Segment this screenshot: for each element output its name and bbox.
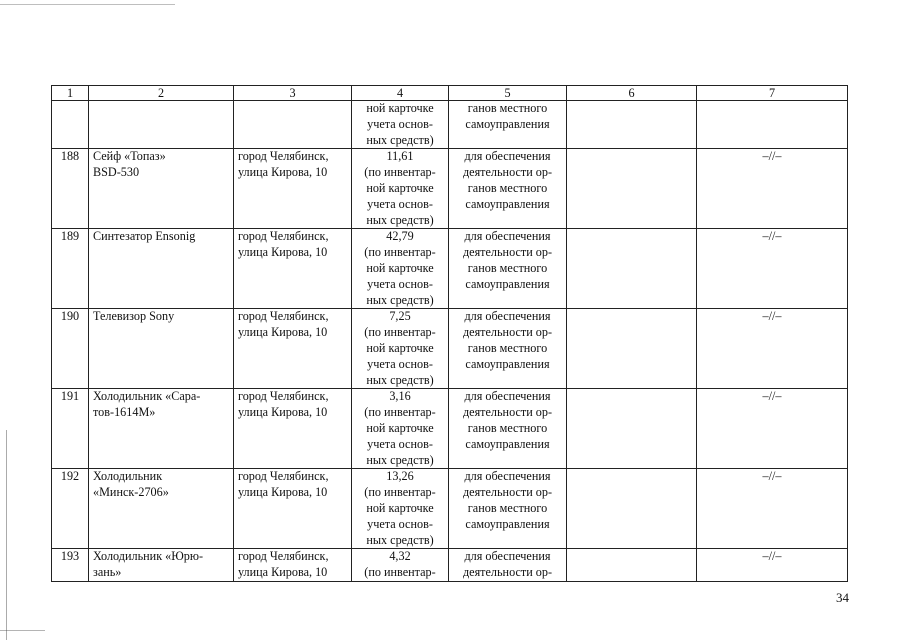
purpose-line: для обеспечения: [464, 469, 551, 484]
item-name-line: Холодильник «Юрю-: [93, 549, 204, 564]
value-line: учета основ-: [367, 436, 433, 451]
row-number: 188: [52, 149, 89, 229]
value-line: ных средств): [366, 532, 434, 547]
purpose-line: для обеспечения: [464, 549, 551, 564]
column-number-header: 3: [234, 86, 352, 101]
continued-cell: [697, 101, 848, 149]
address-line: улица Кирова, 10: [238, 325, 328, 340]
item-name-line: зань»: [93, 565, 122, 580]
column-number-header: 6: [567, 86, 697, 101]
value-line: ной карточке: [366, 260, 434, 275]
scan-artifact-bottom: [0, 630, 45, 631]
item-value: [352, 389, 449, 469]
column-number-header: 4: [352, 86, 449, 101]
ditto-mark: –//–: [697, 149, 848, 229]
item-name: [89, 229, 234, 309]
item-address: [234, 149, 352, 229]
item-address: [234, 389, 352, 469]
value-line: ной карточке: [366, 340, 434, 355]
value-line: 11,61: [386, 149, 414, 164]
row-number: 193: [52, 549, 89, 582]
item-name-line: Сейф «Топаз»: [93, 149, 166, 164]
value-line: (по инвентар-: [364, 565, 436, 580]
page-number: 34: [836, 590, 849, 605]
item-purpose: [449, 469, 567, 549]
value-line: ной карточке: [366, 500, 434, 515]
value-line: 4,32: [389, 549, 411, 564]
value-line: учета основ-: [367, 356, 433, 371]
purpose-line: самоуправления: [465, 196, 550, 211]
value-line: учета основ-: [367, 276, 433, 291]
continued-purpose-cell: [449, 101, 567, 149]
address-line: город Челябинск,: [238, 389, 329, 404]
item-name: [89, 149, 234, 229]
address-line: город Челябинск,: [238, 149, 329, 164]
row-number: 191: [52, 389, 89, 469]
value-line: ной карточке: [366, 180, 434, 195]
item-name: [89, 389, 234, 469]
purpose-line: самоуправления: [465, 356, 550, 371]
purpose-line: ганов местного: [467, 260, 548, 275]
ditto-mark: –//–: [697, 549, 848, 582]
item-value: [352, 149, 449, 229]
value-line: 42,79: [386, 229, 414, 244]
purpose-line: ганов местного: [467, 340, 548, 355]
item-name: [89, 549, 234, 582]
purpose-line: ганов местного: [467, 101, 548, 115]
value-line: учета основ-: [367, 196, 433, 211]
value-line: (по инвентар-: [364, 165, 436, 180]
purpose-line: деятельности ор-: [462, 245, 553, 260]
column-number-header: 1: [52, 86, 89, 101]
purpose-line: для обеспечения: [464, 389, 551, 404]
table-row: [52, 469, 848, 549]
address-line: улица Кирова, 10: [238, 165, 328, 180]
item-name-line: Холодильник «Сара-: [93, 389, 201, 404]
item-value: [352, 309, 449, 389]
item-purpose: [449, 229, 567, 309]
table-row: [52, 549, 848, 582]
table-row: [52, 149, 848, 229]
column-number-header: 2: [89, 86, 234, 101]
address-line: улица Кирова, 10: [238, 405, 328, 420]
purpose-line: ганов местного: [467, 420, 548, 435]
table-row: [52, 309, 848, 389]
column-number-header: 5: [449, 86, 567, 101]
item-value: [352, 229, 449, 309]
address-line: улица Кирова, 10: [238, 485, 328, 500]
continued-cell: [234, 101, 352, 149]
column-number-header: 7: [697, 86, 848, 101]
value-line: 3,16: [389, 389, 411, 404]
value-line: ной карточке: [366, 101, 434, 115]
item-name-line: Телевизор Sony: [93, 309, 175, 324]
value-line: (по инвентар-: [364, 485, 436, 500]
purpose-line: деятельности ор-: [462, 565, 553, 580]
table-header-row: [52, 86, 848, 101]
value-line: (по инвентар-: [364, 245, 436, 260]
address-line: город Челябинск,: [238, 469, 329, 484]
value-line: 13,26: [386, 469, 414, 484]
table-row: [52, 229, 848, 309]
purpose-line: самоуправления: [465, 516, 550, 531]
continued-cell: [52, 101, 89, 149]
continued-cell: [567, 101, 697, 149]
item-name-line: тов-1614М»: [93, 405, 156, 420]
purpose-line: самоуправления: [465, 116, 550, 131]
purpose-line: для обеспечения: [464, 309, 551, 324]
row-number: 192: [52, 469, 89, 549]
value-line: ных средств): [366, 132, 434, 147]
purpose-line: деятельности ор-: [462, 405, 553, 420]
row-number: 189: [52, 229, 89, 309]
scan-artifact-top: [0, 4, 175, 5]
value-line: (по инвентар-: [364, 405, 436, 420]
value-line: ных средств): [366, 372, 434, 387]
item-value: [352, 549, 449, 582]
purpose-line: деятельности ор-: [462, 325, 553, 340]
item-address: [234, 549, 352, 582]
value-line: ной карточке: [366, 420, 434, 435]
continuation-row: [52, 101, 848, 149]
purpose-line: ганов местного: [467, 180, 548, 195]
item-purpose: [449, 149, 567, 229]
item-address: [234, 469, 352, 549]
address-line: город Челябинск,: [238, 549, 329, 564]
item-address: [234, 309, 352, 389]
continued-value-cell: [352, 101, 449, 149]
empty-cell: [567, 389, 697, 469]
purpose-line: ганов местного: [467, 500, 548, 515]
address-line: город Челябинск,: [238, 229, 329, 244]
purpose-line: деятельности ор-: [462, 485, 553, 500]
empty-cell: [567, 149, 697, 229]
empty-cell: [567, 469, 697, 549]
item-address: [234, 229, 352, 309]
ditto-mark: –//–: [697, 309, 848, 389]
value-line: (по инвентар-: [364, 325, 436, 340]
purpose-line: для обеспечения: [464, 229, 551, 244]
item-name: [89, 309, 234, 389]
value-line: учета основ-: [367, 516, 433, 531]
empty-cell: [567, 309, 697, 389]
value-line: ных средств): [366, 452, 434, 467]
item-purpose: [449, 309, 567, 389]
item-name-line: «Минск-2706»: [93, 485, 169, 500]
item-purpose: [449, 389, 567, 469]
ditto-mark: –//–: [697, 469, 848, 549]
address-line: улица Кирова, 10: [238, 565, 328, 580]
property-inventory-table: [51, 85, 848, 582]
address-line: улица Кирова, 10: [238, 245, 328, 260]
item-name-line: Холодильник: [93, 469, 163, 484]
purpose-line: для обеспечения: [464, 149, 551, 164]
empty-cell: [567, 549, 697, 582]
item-name: [89, 469, 234, 549]
purpose-line: самоуправления: [465, 276, 550, 291]
item-name-line: Синтезатор Ensonig: [93, 229, 196, 244]
purpose-line: деятельности ор-: [462, 165, 553, 180]
row-number: 190: [52, 309, 89, 389]
address-line: город Челябинск,: [238, 309, 329, 324]
value-line: ных средств): [366, 292, 434, 307]
continued-cell: [89, 101, 234, 149]
item-value: [352, 469, 449, 549]
ditto-mark: –//–: [697, 389, 848, 469]
ditto-mark: –//–: [697, 229, 848, 309]
empty-cell: [567, 229, 697, 309]
scan-artifact-left: [6, 430, 7, 640]
table-row: [52, 389, 848, 469]
item-name-line: BSD-530: [93, 165, 140, 180]
item-purpose: [449, 549, 567, 582]
value-line: учета основ-: [367, 116, 433, 131]
value-line: 7,25: [389, 309, 411, 324]
value-line: ных средств): [366, 212, 434, 227]
purpose-line: самоуправления: [465, 436, 550, 451]
